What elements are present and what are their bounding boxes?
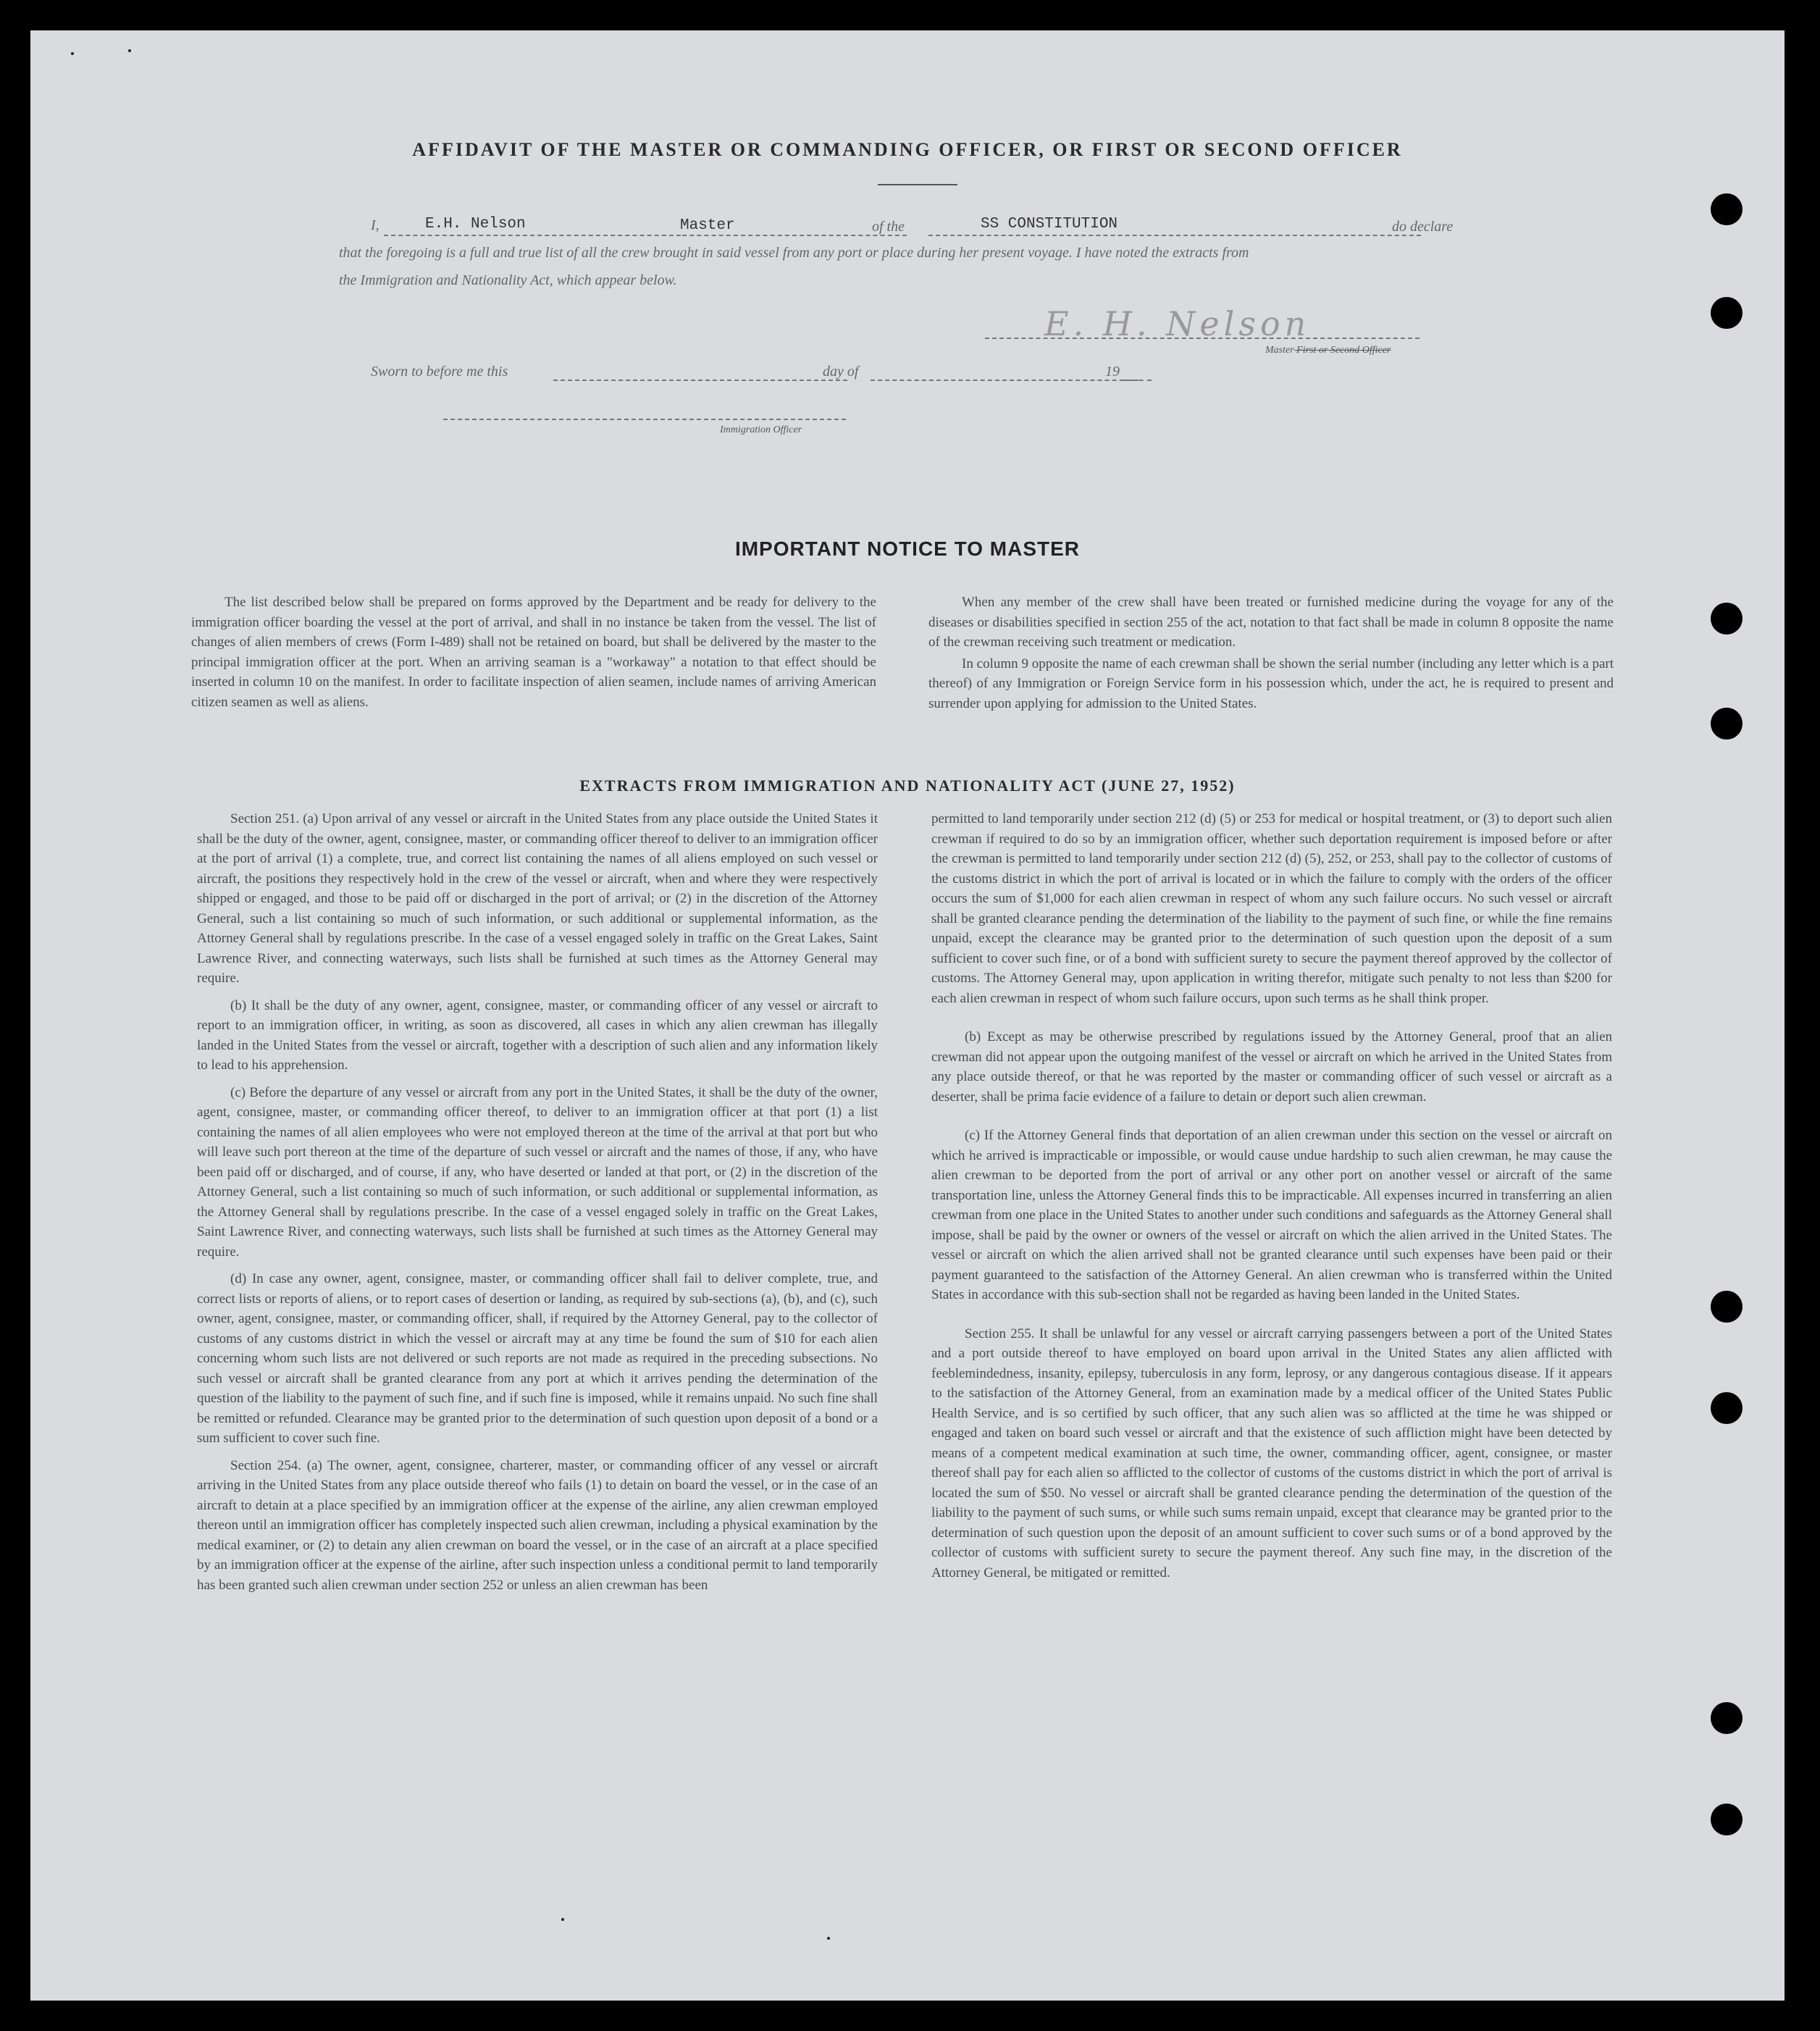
affidavit-line-3: the Immigration and Nationality Act, which appear below. xyxy=(339,272,677,288)
section-251d: (d) In case any owner, agent, consignee, master, or commanding officer shall fail to deliver complete, true, and correct lists or reports of aliens, or to report cases of desertion or landing, as required by sub-sections (a), (b), and (c), such owner, agent, consignee, master, or commanding officer, shall, if required by the Attorney General, pay to the collector of customs of any customs district in which the vessel or aircraft may at any time be found the sum of $10 for each alien concerning whom such lists are not delivered or such reports are not made as required in the preceding subsections. No such vessel or aircraft shall be granted clearance from any port at which it arrives pending the determination of the question of the liability to the payment of such fine, and if such fine is imposed, while it remains unpaid. No such fine shall be remitted or refunded. Clearance may be granted prior to the determination of such question upon deposit of a bond or a sum sufficient to cover such fine. xyxy=(197,1271,878,1446)
speck xyxy=(71,52,74,55)
affidavit-line-2: that the foregoing is a full and true list of all the crew brought in said vessel from any port or place during her present voyage. I have noted the extracts from xyxy=(339,245,1249,261)
extracts-left-column xyxy=(197,809,878,1602)
section-254c: (c) If the Attorney General finds that deportation of an alien crewman under this section on the vessel or aircraft on which he arrived is impracticable or impossible, or would cause undue hardship to such alien crewman, he may cause the alien crewman to be deported from the port of arrival or any other port on another vessel or aircraft of the same transportation line, unless the Attorney General finds this to be impracticable. All expenses incurred in transferring an alien crewman from one place in the United States to another under such conditions and safeguards as the Attorney General shall impose, shall be paid by the owner or owners of the vessel or aircraft on which the alien arrived in the United States. The vessel or aircraft on which the alien arrived shall not be granted clearance until such expenses have been paid or their payment guaranteed to the satisfaction of the Attorney General. An alien crewman who is transferred within the United States in accordance with this sub-section shall not be regarded as having been landed in the United States. xyxy=(931,1128,1612,1302)
binder-hole xyxy=(1711,708,1743,740)
title-field[interactable]: Master xyxy=(680,217,735,234)
day-of-label: day of xyxy=(823,364,859,380)
sworn-date-line xyxy=(553,380,847,381)
document-page xyxy=(30,30,1785,2001)
notice-right-paragraph: In column 9 opposite the name of each crewman shall be shown the serial number (including any letter which is a part thereof) of any Immigration or Foreign Service form in his possession which, under the act, he is required to present and surrender upon applying for admission to the United States. xyxy=(928,656,1614,711)
immigration-officer-label: Immigration Officer xyxy=(720,424,802,435)
binder-hole xyxy=(1711,603,1743,635)
binder-hole xyxy=(1711,193,1743,225)
speck xyxy=(128,49,131,52)
master-signature: E. H. Nelson xyxy=(1044,304,1311,343)
section-251a: Section 251. (a) Upon arrival of any vessel or aircraft in the United States from any place outside the United States it shall be the duty of the owner, agent, consignee, master, or commanding officer thereof to deliver to an immigration officer at the port of arrival (1) a complete, true, and correct list containing the names of all aliens employed on such vessel or aircraft, the positions they respectively hold in the crew of the vessel or aircraft, when and where they were respectively shipped or engaged, and those to be paid off or discharged in the port of arrival; or (2) in the discretion of the Attorney General, such a list containing so much of such information, or such additional or supplemental information, as the Attorney General shall by regulations prescribe. In the case of a vessel engaged solely in traffic on the Great Lakes, Saint Lawrence River, and connecting waterways, such lists shall be furnished at such times as the Attorney General may require. xyxy=(197,811,878,986)
vessel-field[interactable]: SS CONSTITUTION xyxy=(981,216,1118,233)
binder-hole xyxy=(1711,297,1743,329)
notice-left-paragraph: The list described below shall be prepared on forms approved by the Department and be ready for delivery to the immigration officer boarding the vessel at the port of arrival, and shall in no instance be taken from the vessel. The list of changes of alien members of crews (Form I-489) shall not be retained on board, but shall be delivered by the master to the principal immigration officer at the port. When an arriving seaman is a "workaway" a notation to that effect should be inserted in column 10 on the manifest. In order to facilitate inspection of alien seamen, include names of arriving American citizen seamen as well as aliens. xyxy=(191,595,876,710)
vessel-line xyxy=(928,235,1421,236)
sworn-label: Sworn to before me this xyxy=(371,364,508,380)
year-line xyxy=(1123,380,1152,381)
name-line xyxy=(384,235,681,236)
section-254a-cont: permitted to land temporarily under section 212 (d) (5) or 253 for medical or hospital treatment, or (3) to deport such alien crewman if required to do so by an immigration officer, whether such deportation requirement is imposed before or after the crewman is permitted to land temporarily under section 212 (d) (5), 252, or 253, shall pay to the collector of customs of the customs district in which the port of arrival is located or in which the failure to comply with the orders of the officer occurs the sum of $1,000 for each alien crewman in respect of whom any such failure occurs. No such vessel or aircraft shall be granted clearance pending the determination of the liability to the payment of such fine, or while the fine remains unpaid, except the clearance may be granted prior to the determination of such question upon the deposit of a sum sufficient to cover such fine, or of a bond with sufficient surety to secure the payment thereof approved by the collector of customs. The Attorney General may, upon application in writing therefor, mitigate such penalty to not less than $200 for each alien crewman in respect of whom such failure occurs, upon such terms as he shall think proper. xyxy=(931,811,1612,1006)
affidavit-heading: AFFIDAVIT OF THE MASTER OR COMMANDING OFFICER, OR FIRST OR SECOND OFFICER xyxy=(412,139,1403,160)
extracts-right-column xyxy=(931,809,1612,1590)
heading-rule xyxy=(878,184,957,185)
notice-right-paragraph: When any member of the crew shall have been treated or furnished medicine during the voyage for any of the diseases or disabilities specified in section 255 of the act, notation to that fact shall be made in column 8 opposite the name of the crewman receiving such treatment or medication. xyxy=(928,595,1614,650)
binder-hole xyxy=(1711,1804,1743,1835)
notice-title: IMPORTANT NOTICE TO MASTER xyxy=(734,537,1081,560)
year-label: 19 xyxy=(1105,364,1120,380)
i-label: I, xyxy=(371,217,379,233)
signature-caption xyxy=(1265,345,1391,356)
binder-hole xyxy=(1711,1392,1743,1424)
notice-right-column xyxy=(928,592,1614,721)
immigration-officer-line xyxy=(443,419,846,420)
declare-label: do declare xyxy=(1392,219,1454,235)
of-the-label: of the xyxy=(872,219,905,235)
speck xyxy=(561,1918,564,1921)
section-251b: (b) It shall be the duty of any owner, agent, consignee, master, or commanding officer of any vessel or aircraft to report to an immigration officer, in writing, as soon as discovered, all cases in which any alien crewman has illegally landed in the United States from the vessel or aircraft, together with a description of such alien and any information likely to lead to his apprehension. xyxy=(197,997,878,1073)
name-field[interactable]: E.H. Nelson xyxy=(425,216,526,233)
binder-hole xyxy=(1711,1291,1743,1323)
section-254b: (b) Except as may be otherwise prescribed by regulations issued by the Attorney General, proof that an alien crewman did not appear upon the outgoing manifest of the vessel or aircraft on which he arrived in the United States from any place outside thereof, or that he was reported by the master or commanding officer of such vessel or aircraft as a deserter, shall be prima facie evidence of a failure to detain or deport such alien crewman. xyxy=(931,1029,1612,1105)
speck xyxy=(827,1937,830,1940)
section-255: Section 255. It shall be unlawful for any vessel or aircraft carrying passengers between a port of the United States and a port outside thereof to have employed on board upon arrival in the United States any alien afflicted with feeblemindedness, insanity, epilepsy, tuberculosis in any form, leprosy, or any dangerous contagious disease. If it appears to the satisfaction of the Attorney General, from an examination made by a medical officer of the United States Public Health Service, and is so certified by such officer, that any such alien was so afflicted at the time he was shipped or engaged and taken on board such vessel or aircraft and that the existence of such affliction might have been detected by means of a competent medical examination at such time, the owner, commanding officer, agent, consignee, or master thereof shall pay for each alien so afflicted to the collector of customs of the customs district in which the port of arrival is located the sum of $50. No vessel or aircraft shall be granted clearance pending the determination of the question of the liability to the payment of such sums, or while such sums remain unpaid, except that clearance may be granted prior to the determination of such question upon the deposit of an amount sufficient to cover such sums or of a bond approved by the collector of customs with sufficient surety to secure the payment thereof. Any such fine may, in the discretion of the Attorney General, be mitigated or remitted. xyxy=(931,1326,1612,1580)
notice-left-column xyxy=(191,592,876,719)
section-251c: (c) Before the departure of any vessel or aircraft from any port in the United States, it shall be the duty of the owner, agent, consignee, master, or commanding officer thereof, to deliver to an immigration officer at that port (1) a list containing the names of all alien employees who were not employed thereon at the time of the arrival at that port but who will leave such port thereon at the time of the departure of such vessel or aircraft and the names of those, if any, who have been paid off or discharged, and of course, if any, who have deserted or landed at that port, or (2) in the discretion of the Attorney General, such a list containing so much of such information, or such additional or supplemental information, as the Attorney General shall by regulations prescribe. In the case of a vessel engaged solely in traffic on the Great Lakes, Saint Lawrence River, and connecting waterways, such lists shall be furnished at such times as the Attorney General may require. xyxy=(197,1084,878,1260)
caption-master: Master xyxy=(1265,345,1294,356)
binder-hole xyxy=(1711,1702,1743,1734)
caption-struck-officer: First or Second Officer xyxy=(1293,345,1391,356)
section-254a: Section 254. (a) The owner, agent, consignee, charterer, master, or commanding officer of any vessel or aircraft arriving in the United States from any place outside thereof who fails (1) to detain on board the vessel, or in the case of an aircraft to detain at a place specified by an immigration officer at the expense of the airline, any alien crewman employed thereon until an immigration officer has completely inspected such alien crewman, including a physical examination by the medical examiner, or (2) to detain any alien crewman on board the vessel, or in the case of an aircraft at a place specified by an immigration officer at the expense of the airline, after such inspection unless a conditional permit to land temporarily has been granted such alien crewman under section 252 or unless an alien crewman has been xyxy=(197,1457,878,1593)
extracts-title: EXTRACTS FROM IMMIGRATION AND NATIONALITY ACT (JUNE 27, 1952) xyxy=(579,776,1236,795)
month-line xyxy=(871,380,1138,381)
